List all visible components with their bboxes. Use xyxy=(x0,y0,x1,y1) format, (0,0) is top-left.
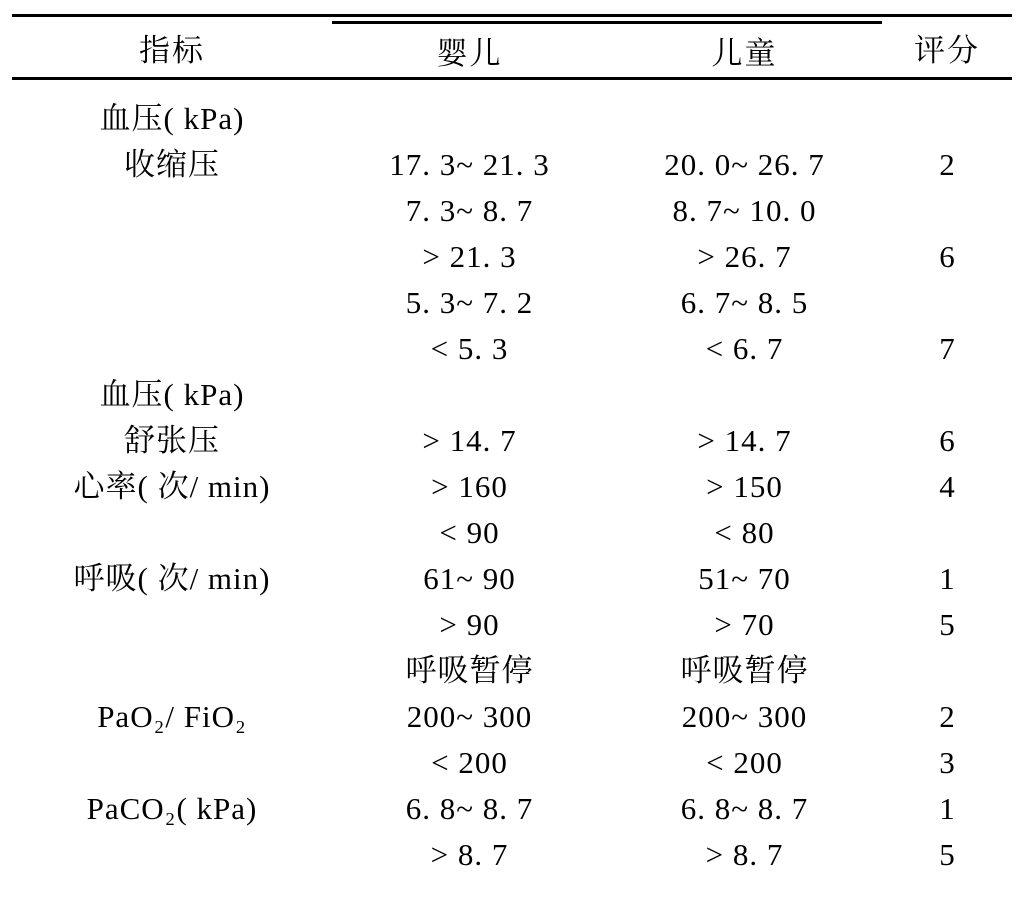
row-indicator: 心率( 次/ min) xyxy=(73,469,271,504)
row-infant: < 200 xyxy=(431,745,508,780)
row-infant: 61~ 90 xyxy=(423,561,516,596)
row-infant: > 14. 7 xyxy=(422,423,517,458)
row-indicator xyxy=(12,602,332,648)
row-child: > 70 xyxy=(714,607,775,642)
row-indicator: 呼吸( 次/ min) xyxy=(73,561,271,596)
row-child: 200~ 300 xyxy=(681,699,808,734)
row-child: > 26. 7 xyxy=(697,239,792,274)
row-score xyxy=(882,510,1012,556)
parameter-range-table xyxy=(12,17,1012,77)
row-score: 2 xyxy=(939,147,955,182)
row-child xyxy=(607,96,882,142)
row-infant: < 5. 3 xyxy=(430,331,509,366)
row-indicator xyxy=(12,648,332,694)
row-child: > 150 xyxy=(706,469,783,504)
table-row xyxy=(12,142,1012,188)
row-infant: > 8. 7 xyxy=(430,837,509,872)
row-infant: < 90 xyxy=(439,515,500,550)
row-indicator xyxy=(12,510,332,556)
row-score: 4 xyxy=(939,469,955,504)
table-row xyxy=(12,464,1012,510)
header-score: 评分 xyxy=(914,32,980,68)
row-infant: 200~ 300 xyxy=(406,699,533,734)
table-row xyxy=(12,648,1012,694)
row-infant: > 21. 3 xyxy=(422,239,517,274)
row-score xyxy=(882,280,1012,326)
header-indicator: 指标 xyxy=(139,32,205,68)
row-infant xyxy=(332,96,607,142)
row-score: 7 xyxy=(939,331,955,366)
table-row xyxy=(12,740,1012,786)
row-score: 6 xyxy=(939,423,955,458)
table-row xyxy=(12,96,1012,142)
row-score: 2 xyxy=(939,699,955,734)
row-child: 8. 7~ 10. 0 xyxy=(672,193,817,228)
row-score xyxy=(882,648,1012,694)
table-row xyxy=(12,556,1012,602)
row-score: 5 xyxy=(939,607,955,642)
table-row xyxy=(12,510,1012,556)
table-header xyxy=(12,17,1012,77)
row-infant: > 160 xyxy=(431,469,508,504)
parameter-range-body xyxy=(12,80,1012,878)
header-sub-child: 儿童 xyxy=(711,36,778,71)
table-row xyxy=(12,832,1012,878)
row-score xyxy=(882,96,1012,142)
spacer-cell xyxy=(607,80,882,96)
row-indicator: 收缩压 xyxy=(124,147,220,182)
table-row xyxy=(12,280,1012,326)
row-child: 20. 0~ 26. 7 xyxy=(664,147,825,182)
row-indicator: PaO₂/ FiO₂ xyxy=(97,699,247,734)
spacer-cell xyxy=(12,80,332,96)
row-infant: 6. 8~ 8. 7 xyxy=(405,791,534,826)
row-child: > 8. 7 xyxy=(705,837,784,872)
row-indicator: 血压( kPa) xyxy=(99,377,245,412)
table-row xyxy=(12,786,1012,832)
table-row xyxy=(12,326,1012,372)
document-page xyxy=(0,14,1024,914)
row-indicator xyxy=(12,188,332,234)
row-child: < 200 xyxy=(706,745,783,780)
row-infant: > 90 xyxy=(439,607,500,642)
row-score: 6 xyxy=(939,239,955,274)
row-infant xyxy=(332,372,607,418)
row-infant: 呼吸暂停 xyxy=(405,653,534,688)
row-child: 呼吸暂停 xyxy=(680,653,809,688)
spacer-cell xyxy=(882,80,1012,96)
table-row xyxy=(12,234,1012,280)
row-infant: 17. 3~ 21. 3 xyxy=(389,147,550,182)
table-row xyxy=(12,602,1012,648)
row-score: 1 xyxy=(939,791,955,826)
row-score xyxy=(882,372,1012,418)
row-infant: 5. 3~ 7. 2 xyxy=(405,285,534,320)
row-score xyxy=(882,188,1012,234)
row-score: 5 xyxy=(939,837,955,872)
row-indicator xyxy=(12,740,332,786)
row-score: 1 xyxy=(939,561,955,596)
table-body xyxy=(12,80,1012,878)
table-row xyxy=(12,372,1012,418)
row-child: 6. 7~ 8. 5 xyxy=(680,285,809,320)
row-indicator: PaCO₂( kPa) xyxy=(86,791,258,826)
row-score: 3 xyxy=(939,745,955,780)
table-row xyxy=(12,188,1012,234)
row-child: < 80 xyxy=(714,515,775,550)
row-child: 6. 8~ 8. 7 xyxy=(680,791,809,826)
table-row xyxy=(12,418,1012,464)
row-indicator xyxy=(12,234,332,280)
row-child xyxy=(607,372,882,418)
body-top-spacer xyxy=(12,80,1012,96)
header-sub-infant: 婴儿 xyxy=(436,36,503,71)
table-row xyxy=(12,694,1012,740)
row-indicator: 舒张压 xyxy=(124,423,220,458)
spacer-cell xyxy=(332,80,607,96)
row-child: < 6. 7 xyxy=(705,331,784,366)
row-child: > 14. 7 xyxy=(697,423,792,458)
row-indicator xyxy=(12,280,332,326)
row-indicator xyxy=(12,832,332,878)
row-child: 51~ 70 xyxy=(698,561,791,596)
row-indicator: 血压( kPa) xyxy=(99,101,245,136)
row-infant: 7. 3~ 8. 7 xyxy=(405,193,534,228)
row-indicator xyxy=(12,326,332,372)
